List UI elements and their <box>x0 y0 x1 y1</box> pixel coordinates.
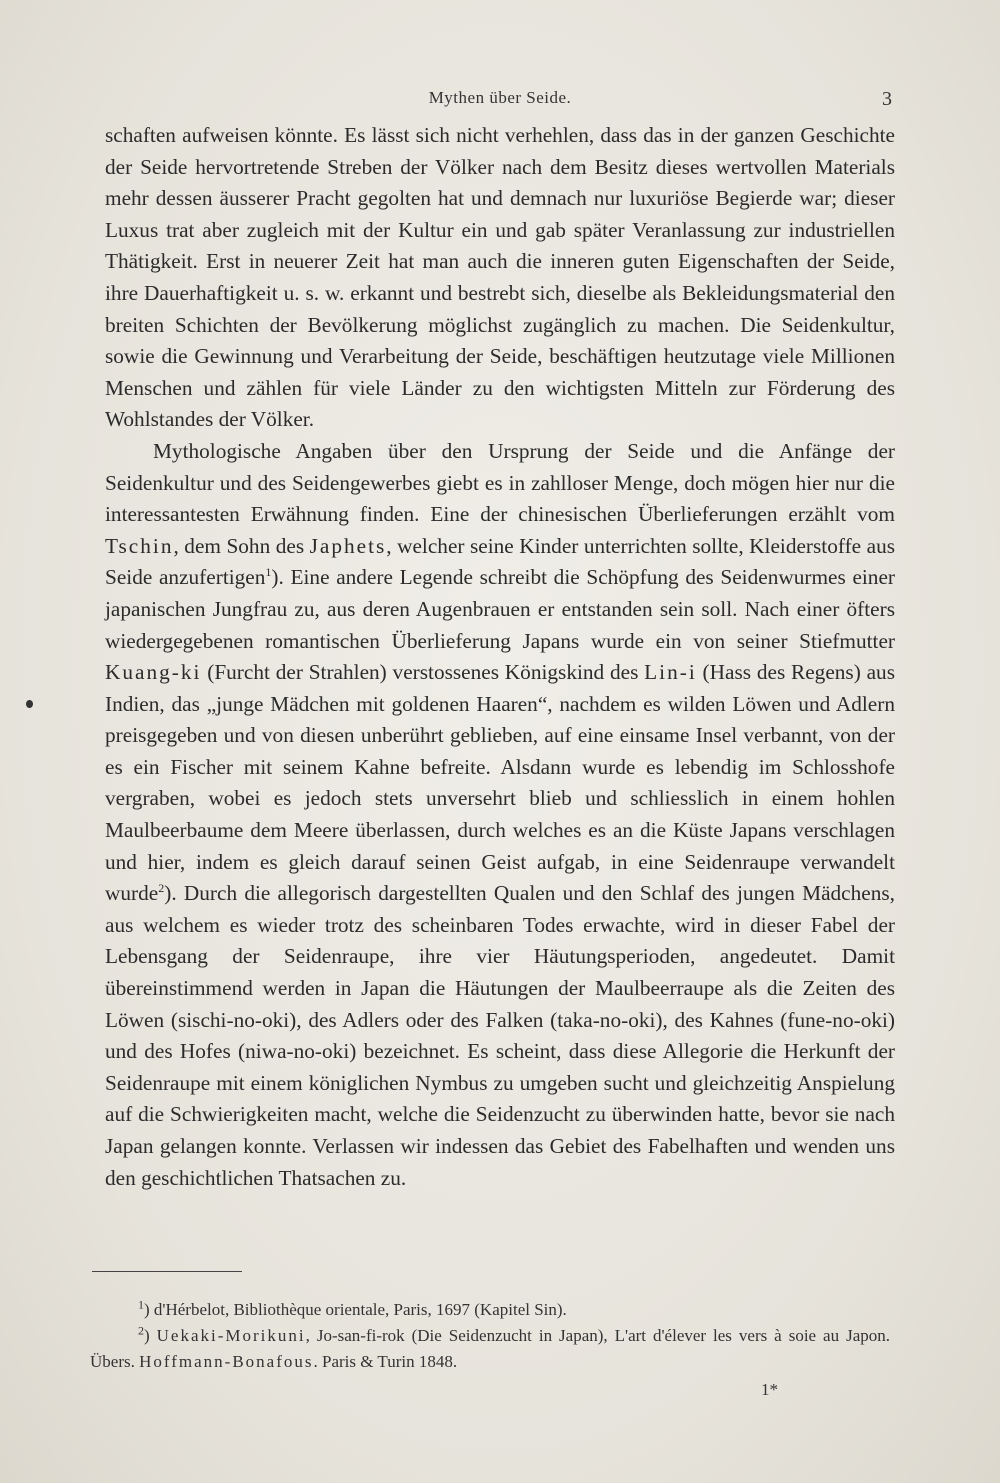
text-run: , dem Sohn des <box>173 533 310 558</box>
footnote-author: Uekaki-Morikuni <box>156 1326 306 1345</box>
body-text <box>105 120 895 1194</box>
footnote-text: , Jo-san-fi-rok (Die Seidenzucht in Japan), L'art d'élever les vers à soie au Japon. Übers. <box>90 1326 890 1371</box>
footnote-translator: Hoffmann-Bonafous <box>139 1352 314 1371</box>
running-title: Mythen über Seide. <box>428 88 572 107</box>
text-run: Mythologische Angaben über den Ursprung der Seide und die Anfänge der Seidenkultur und des Seidengewerbes giebt es in zahlloser Menge, doch mögen hier nur die interessantesten Erwähnung finden. Eine der chinesischen Überlieferungen erzählt vom <box>105 438 895 527</box>
name-kuang-ki: Kuang-ki <box>105 660 202 685</box>
signature-mark: 1* <box>761 1380 778 1399</box>
paragraph-1: schaften aufweisen könnte. Es lässt sich nicht verhehlen, dass das in der ganzen Geschichte der Seide hervortretende Streben der Völker nach dem Besitz dieses wertvollen Materials mehr dessen äusserer Pracht gegolten hat und demnach nur luxuriöse Begierde war; dieser Luxus trat aber zugleich mit der Kultur ein und gab später Veranlassung zur industriellen Thätigkeit. Erst in neuerer Zeit hat man auch die inneren guten Eigenschaften der Seide, ihre Dauerhaftigkeit u. s. w. erkannt und bestrebt sich, dieselbe als Bekleidungsmaterial den breiten Schichten der Bevölkerung möglichst zugänglich zu machen. Die Seidenkultur, sowie die Gewinnung und Verarbeitung der Seide, beschäftigen heutzutage viele Millionen Menschen und zählen für viele Länder zu den wichtigsten Mitteln zur Förderung des Wohlstandes der Völker. <box>105 123 895 432</box>
text-run: (Hass des Regens) aus Indien, das „junge Mädchen mit goldenen Haaren“, nachdem es wilden Löwen und Adlern preisgegeben und von diesen unberührt geblieben, auf eine einsame Insel verbannt, von der es ein Fischer mit seinem Kahne befreite. Alsdann wurde es lebendig im Schlosshofe vergraben, wobei es jedoch stets unversehrt blieb und schliesslich in einem hohlen Maulbeerbaume dem Meere überlassen, durch welches es an die Küste Japans verschlagen und hier, indem es gleich darauf seinen Geist aufgab, in eine Seidenraupe verwandelt wurde <box>105 660 895 906</box>
footnote-text: . Paris & Turin 1848. <box>313 1352 458 1371</box>
footnotes <box>90 1297 890 1375</box>
footnote-1: $^1$) d'Hérbelot, Bibliothèque orientale, Paris, 1697 (Kapitel Sin). <box>138 1297 567 1319</box>
text-run: , welcher seine Kinder unterrichten sollte, Kleiderstoffe aus Seide anzufertigen <box>105 533 896 590</box>
text-run: ). Durch die allegorisch dargestellten Qualen und den Schlaf des jungen Mädchens, aus welchem es wieder trotz des scheinbaren Todes erwachte, wird in dieser Fabel der Lebensgang der Seidenraupe, ihre vier Häutungsperioden, angedeutet. Damit übereinstimmend werden in Japan die Häutungen der Maulbeerraupe als die Zeiten des Löwen (sischi-no-oki), des Adlers oder des Falken (taka-no-oki), des Kahnes (fune-no-oki) und des Hofes (niwa-no-oki) bezeichnet. Es scheint, dass diese Allegorie die Herkunft der Seidenraupe mit einem königlichen Nymbus zu umgeben sucht und gleichzeitig Anspielung auf die Schwierigkeiten macht, welche die Seidenzucht zu überwinden hatte, bevor sie nach Japan gelangen konnte. Verlassen wir indessen das Gebiet des Fabelhaften und wenden uns den geschichtlichen Thatsachen zu. <box>105 881 895 1190</box>
name-lin-i: Lin-i <box>644 660 697 685</box>
running-head <box>0 88 1000 112</box>
footnote-divider <box>92 1271 242 1272</box>
footnote-ref-1: 1 <box>265 565 272 580</box>
name-tschin: Tschin <box>105 533 174 558</box>
footnote-marker: 1 <box>138 1297 144 1312</box>
footnote-text: , Bibliothèque orientale, Paris, 1697 (Kapitel Sin). <box>224 1300 567 1319</box>
footnote-ref-2: 2 <box>158 881 165 896</box>
text-run: ). Eine andere Legende schreibt die Schöpfung des Seidenwurmes einer japanischen Jungfrau zu, aus deren Augenbrauen er entstanden sein soll. Nach einer öfters wiedergegebenen romantischen Überlieferung Japans wurde ein von seiner Stiefmutter <box>105 565 896 653</box>
margin-mark <box>26 700 33 708</box>
text-run: (Furcht der Strahlen) verstossenes Königskind des <box>201 660 645 685</box>
name-japhets: Japhets <box>309 533 387 558</box>
footnote-author: d'Hérbelot <box>153 1300 225 1319</box>
footnote-2: $^2$) Uekaki-Morikuni, Jo-san-fi-rok (Die Seidenzucht in Japan), L'art d'élever les vers à soie au Japon. Übers. Hoffmann-Bonafous. Paris & Turin 1848. <box>90 1323 890 1371</box>
paragraph-2 <box>105 436 895 1194</box>
footnote-marker: 2 <box>138 1323 144 1338</box>
page-number: 3 <box>882 88 892 110</box>
